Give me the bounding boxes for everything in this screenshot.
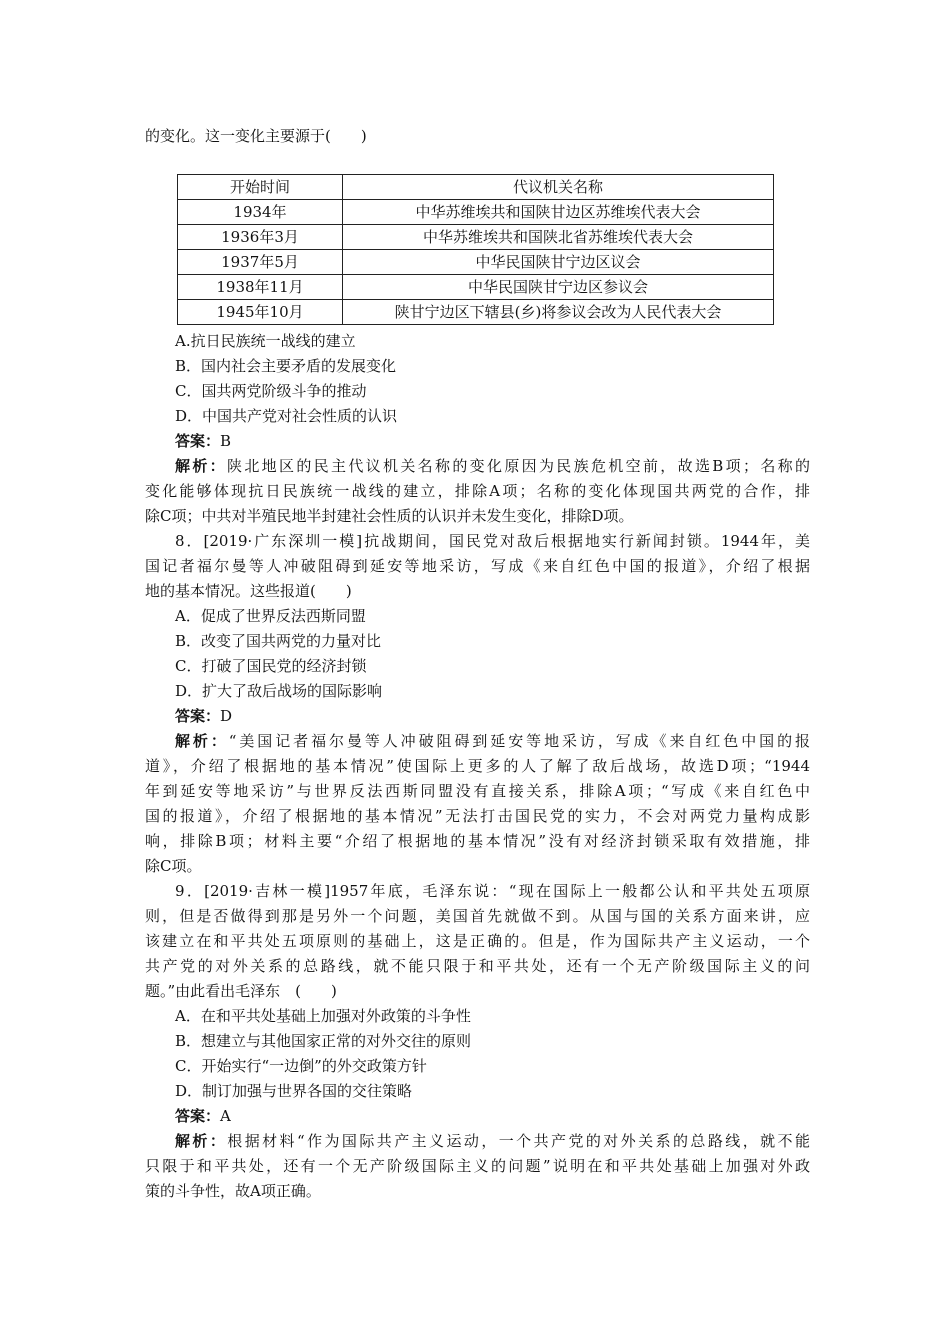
q8-option-c: C．打破了国民党的经济封锁 [175,657,367,675]
table-cell-name: 中华民国陕甘宁边区参议会 [343,275,774,300]
analysis-label: 解析： [175,457,227,475]
table-cell-name: 中华苏维埃共和国陕北省苏维埃代表大会 [343,225,774,250]
table-cell-time: 1945年10月 [178,300,343,325]
q9-stem-line: 则，但是否做得到那是另外一个问题，美国首先就做不到。从国与国的关系方面来讲，应 [145,907,810,925]
table-row [178,300,774,325]
table-row [178,275,774,300]
analysis-text: “美国记者福尔曼等人冲破阻碍到延安等地采访，写成《来自红色中国的报 [228,732,810,750]
q7-option-c: C．国共两党阶级斗争的推动 [175,382,367,400]
table-cell-name: 中华民国陕甘宁边区议会 [343,250,774,275]
q9-option-b: B．想建立与其他国家正常的对外交往的原则 [175,1032,472,1050]
q9-option-a: A．在和平共处基础上加强对外政策的斗争性 [175,1007,471,1025]
table-cell-time: 1934年 [178,200,343,225]
analysis-label: 解析： [175,732,229,750]
table-header-cell: 开始时间 [178,175,343,200]
answer-value: B [220,432,232,450]
answer-value: D [220,707,233,725]
q8-option-a: A．促成了世界反法西斯同盟 [175,607,366,625]
table-header-cell: 代议机关名称 [343,175,774,200]
analysis-text: 根据材料“作为国际共产主义运动，一个共产党的对外关系的总路线，就不能 [227,1132,810,1150]
q9-analysis-line: 只限于和平共处，还有一个无产阶级国际主义的问题”说明在和平共处基础上加强对外政 [145,1157,810,1175]
table-row [178,250,774,275]
q8-analysis-line: 道》，介绍了根据地的基本情况”使国际上更多的人了解了敌后战场，故选D项；“1944 [145,757,810,775]
q7-option-d: D．中国共产党对社会性质的认识 [175,407,398,425]
representative-bodies-table [177,174,774,325]
question-stem-tail: 的变化。这一变化主要源于( ) [145,127,367,145]
table-cell-name: 中华苏维埃共和国陕甘边区苏维埃代表大会 [343,200,774,225]
answer-value: A [220,1107,231,1125]
table-cell-time: 1937年5月 [178,250,343,275]
q7-option-b: B．国内社会主要矛盾的发展变化 [175,357,397,375]
q9-answer [175,1104,810,1128]
q8-analysis-line: 年到延安等地采访”与世界反法西斯同盟没有直接关系，排除A项；“写成《来自红色中 [145,782,810,800]
q7-option-a: A.抗日民族统一战线的建立 [175,332,356,350]
q7-answer [175,429,810,453]
table-row [178,225,774,250]
q8-analysis-line: 国的报道》，介绍了根据地的基本情况”无法打击国民党的实力，不会对两党力量构成影 [145,807,810,825]
q9-analysis-line [175,1129,810,1153]
q8-answer [175,704,810,728]
q9-stem-line: 共产党的对外关系的总路线，就不能只限于和平共处，还有一个无产阶级国际主义的问 [145,957,810,975]
q9-option-d: D．制订加强与世界各国的交往策略 [175,1082,413,1100]
answer-label: 答案： [175,707,221,725]
q7-analysis-line: 变化能够体现抗日民族统一战线的建立，排除A项；名称的变化体现国共两党的合作，排 [145,482,810,500]
q8-stem-line: 国记者福尔曼等人冲破阻碍到延安等地采访，写成《来自红色中国的报道》，介绍了根据 [145,557,810,575]
answer-label: 答案： [175,432,221,450]
table-cell-time: 1936年3月 [178,225,343,250]
q9-stem-line: 该建立在和平共处五项原则的基础上，这是正确的。但是，作为国际共产主义运动，一个 [145,932,810,950]
q9-option-c: C．开始实行“一边倒”的外交政策方针 [175,1057,427,1075]
q8-stem-line: 8．[2019·广东深圳一模]抗战期间，国民党对敌后根据地实行新闻封锁。1944年，美 [175,532,810,550]
q8-stem-line: 地的基本情况。这些报道( ) [145,582,352,600]
q9-analysis-line: 策的斗争性，故A项正确。 [145,1182,321,1200]
analysis-text: 陕北地区的民主代议机关名称的变化原因为民族危机空前，故选B项；名称的 [227,457,810,475]
table-header-row [178,175,774,200]
q8-analysis-line: 响，排除B项；材料主要“介绍了根据地的基本情况”没有对经济封锁采取有效措施，排 [145,832,810,850]
q9-stem-line: 题。”由此看出毛泽东 ( ) [145,982,337,1000]
table-cell-time: 1938年11月 [178,275,343,300]
q8-analysis-line: 除C项。 [145,857,202,875]
q8-option-d: D．扩大了敌后战场的国际影响 [175,682,383,700]
answer-label: 答案： [175,1107,221,1125]
q8-analysis-line [175,729,810,753]
q8-option-b: B．改变了国共两党的力量对比 [175,632,382,650]
table-cell-name: 陕甘宁边区下辖县(乡)将参议会改为人民代表大会 [343,300,774,325]
q9-stem-line: 9．[2019·吉林一模]1957年底，毛泽东说：“现在国际上一般都公认和平共处五项原 [175,882,810,900]
q7-analysis-line [175,454,810,478]
table-row [178,200,774,225]
analysis-label: 解析： [175,1132,228,1150]
q7-analysis-line: 除C项；中共对半殖民地半封建社会性质的认识并未发生变化，排除D项。 [145,507,634,525]
